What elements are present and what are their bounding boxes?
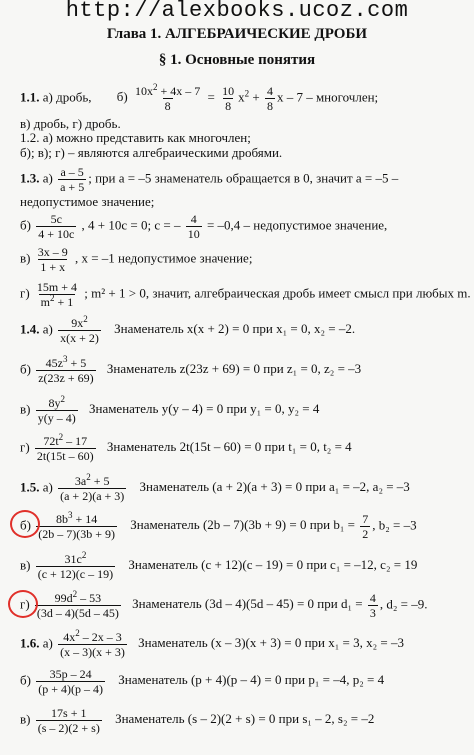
problem-1-5-g: г) $\frac{99d^2 - 53}{(3d - 4)(5d - 45)}$ Знаменатель (3d – 4)(5d – 45) = 0 при d₁ = $\frac{4}{3}$ , d₂ = –9. [20, 589, 428, 620]
fraction: $\frac{9x^2}{x(x + 2)}$ [60, 314, 99, 345]
problem-1-6-b: б) $\frac{35p - 24}{(p + 4)(p - 4)}$ Знаменатель (p + 4)(p – 4) = 0 при p₁ = –4, p₂ = 4 [20, 667, 385, 696]
text: Знаменатель (c + 12)(c – 19) = 0 при c₁ = –12, c₂ = 19 [128, 557, 418, 573]
fraction: $\frac{15m + 4}{m^2 + 1}$ [36, 280, 78, 309]
problem-1-1-cont: в) дробь, г) дробь. [20, 116, 121, 131]
text: Знаменатель (2b – 7)(3b + 9) = 0 при b₁ = [130, 517, 355, 533]
text: Знаменатель (3d – 4)(5d – 45) = 0 при d₁ = [132, 596, 363, 612]
text: Знаменатель (a + 2)(a + 3) = 0 при a₁ = –2, a₂ = –3 [139, 479, 410, 495]
text: , d₂ = –9. [379, 596, 428, 612]
problem-1-6-a: 1.6. а) $\frac{4x^2 - 2x - 3}{(x - 3)(x + 3)}$ Знаменатель (x – 3)(x + 3) = 0 при x₁ = 3, x₂ = –3 [20, 628, 404, 659]
text: = –0,4 – недопустимое значение, [206, 217, 388, 233]
problem-1-4-b: б) $\frac{45z^3 + 5}{z(23z + 69)}$ Знаменатель z(23z + 69) = 0 при z₁ = 0, z₂ = –3 [20, 354, 362, 385]
fraction: $\frac{17s + 1}{(s - 2)(2 + s)}$ [37, 706, 100, 735]
problem-1-6-v: в) $\frac{17s + 1}{(s - 2)(2 + s)}$ Знаменатель (s – 2)(2 + s) = 0 при s₁ – 2, s₂ = –2 [20, 706, 375, 735]
chapter-title: Глава 1. АЛГЕБРАИЧЕСКИЕ ДРОБИ [106, 26, 368, 42]
problem-1-3-b: б) $\frac{5c}{4 + 10c}$ , 4 + 10c = 0; c = – $\frac{4}{10}$ = –0,4 – недопустимое значение, [20, 212, 388, 241]
text: – многочлен; [306, 89, 379, 105]
text: при a = –5 знаменатель обращается в 0, значит a = –5 – [95, 170, 399, 186]
fraction: $\frac{35p - 24}{(p + 4)(p - 4)}$ [38, 667, 103, 696]
fraction: $\frac{4x^2 - 2x - 3}{(x - 3)(x + 3)}$ [60, 628, 125, 659]
problem-1-4-a: 1.4. а) $\frac{9x^2}{x(x + 2)}$ Знаменатель x(x + 2) = 0 при x₁ = 0, x₂ = –2. [20, 314, 356, 345]
text: ; m² + 1 > 0, значит, алгебраическая дробь имеет смысл при любых m. [84, 285, 471, 301]
text: , b₂ = –3 [372, 517, 417, 533]
fraction: $\frac{99d^2 - 53}{(3d - 4)(5d - 45)}$ [36, 589, 119, 620]
problem-1-2: 1.2. а) можно представить как многочлен; [20, 130, 251, 145]
text: Знаменатель y(y – 4) = 0 при y₁ = 0, y₂ = 4 [88, 401, 320, 417]
fraction: $\frac{10x^2 + 4x - 7}{8}$ [134, 82, 201, 113]
section-title: § 1. Основные понятия [158, 52, 316, 68]
text: Знаменатель x(x + 2) = 0 при x₁ = 0, x₂ = –2. [114, 321, 356, 337]
fraction: $\frac{7}{2}$ [362, 512, 369, 541]
fraction: $\frac{3a^2 + 5}{(a + 2)(a + 3)}$ [60, 472, 125, 503]
problem-1-1: 1.1. а) дробь, б) $\frac{10x^2 + 4x - 7}{8}$ = $\frac{10}{8}$ $x^2$ + $\frac{4}{8}$ x – 7 – многочлен; [20, 82, 379, 113]
fraction: $\frac{4}{8}$ [266, 84, 273, 113]
fraction: $\frac{8y^2}{y(y - 4)}$ [37, 394, 76, 425]
text: , x = –1 недопустимое значение; [74, 250, 253, 266]
text: а) дробь, [42, 89, 92, 105]
problem-1-3-a: 1.3. а) $\frac{a - 5}{a + 5}$ ; при a = –5 знаменатель обращается в 0, значит a = –5 – [20, 165, 399, 194]
text: , 4 + 10c = 0; c = – [81, 217, 181, 233]
problem-1-2-cont: б); в); г) – являются алгебраическими дробями. [20, 145, 283, 160]
problem-1-5-b: б) $\frac{8b^3 + 14}{(2b - 7)(3b + 9)}$ Знаменатель (2b – 7)(3b + 9) = 0 при b₁ = $\frac{7}{2}$ , b₂ = –3 [20, 510, 417, 541]
problem-1-3-a-cont: недопустимое значение; [20, 194, 155, 209]
problem-1-3-g: г) $\frac{15m + 4}{m^2 + 1}$ ; m² + 1 > 0, значит, алгебраическая дробь имеет смысл при любых m. [20, 280, 471, 309]
red-circle-mark [8, 590, 38, 618]
fraction: $\frac{8b^3 + 14}{(2b - 7)(3b + 9)}$ [38, 510, 115, 541]
text: Знаменатель 2t(15t – 60) = 0 при t₁ = 0, t₂ = 4 [106, 439, 352, 455]
fraction: $\frac{3x - 9}{1 + x}$ [37, 245, 68, 274]
red-circle-mark [10, 510, 40, 538]
text: Знаменатель (s – 2)(2 + s) = 0 при s₁ – 2, s₂ = –2 [115, 711, 375, 727]
problem-1-5-v: в) $\frac{31c^2}{(c + 12)(c - 19)}$ Знаменатель (c + 12)(c – 19) = 0 при c₁ = –12, c₂ = 19 [20, 550, 418, 581]
fraction: $\frac{a - 5}{a + 5}$ [60, 165, 85, 194]
problem-1-4-g: г) $\frac{72t^2 - 17}{2t(15t - 60)}$ Знаменатель 2t(15t – 60) = 0 при t₁ = 0, t₂ = 4 [20, 432, 352, 463]
fraction: $\frac{45z^3 + 5}{z(23z + 69)}$ [38, 354, 94, 385]
text: Знаменатель z(23z + 69) = 0 при z₁ = 0, z₂ = –3 [106, 361, 362, 377]
fraction: $\frac{72t^2 - 17}{2t(15t - 60)}$ [36, 432, 94, 463]
fraction: $\frac{10}{8}$ [222, 84, 235, 113]
text: Знаменатель (p + 4)(p – 4) = 0 при p₁ = –4, p₂ = 4 [118, 672, 385, 688]
problem-1-4-v: в) $\frac{8y^2}{y(y - 4)}$ Знаменатель y(y – 4) = 0 при y₁ = 0, y₂ = 4 [20, 394, 320, 425]
fraction: $\frac{4}{3}$ [369, 591, 376, 620]
fraction: $\frac{31c^2}{(c + 12)(c - 19)}$ [37, 550, 114, 581]
text: Знаменатель (x – 3)(x + 3) = 0 при x₁ = 3, x₂ = –3 [138, 635, 404, 651]
problem-1-5-a: 1.5. а) $\frac{3a^2 + 5}{(a + 2)(a + 3)}$ Знаменатель (a + 2)(a + 3) = 0 при a₁ = –2, a₂ = –3 [20, 472, 410, 503]
problem-1-3-v: в) $\frac{3x - 9}{1 + x}$ , x = –1 недопустимое значение; [20, 245, 253, 274]
fraction: $\frac{4}{10}$ [187, 212, 200, 241]
watermark-url: http://alexbooks.ucoz.com [65, 0, 409, 23]
fraction: $\frac{5c}{4 + 10c}$ [38, 212, 75, 241]
